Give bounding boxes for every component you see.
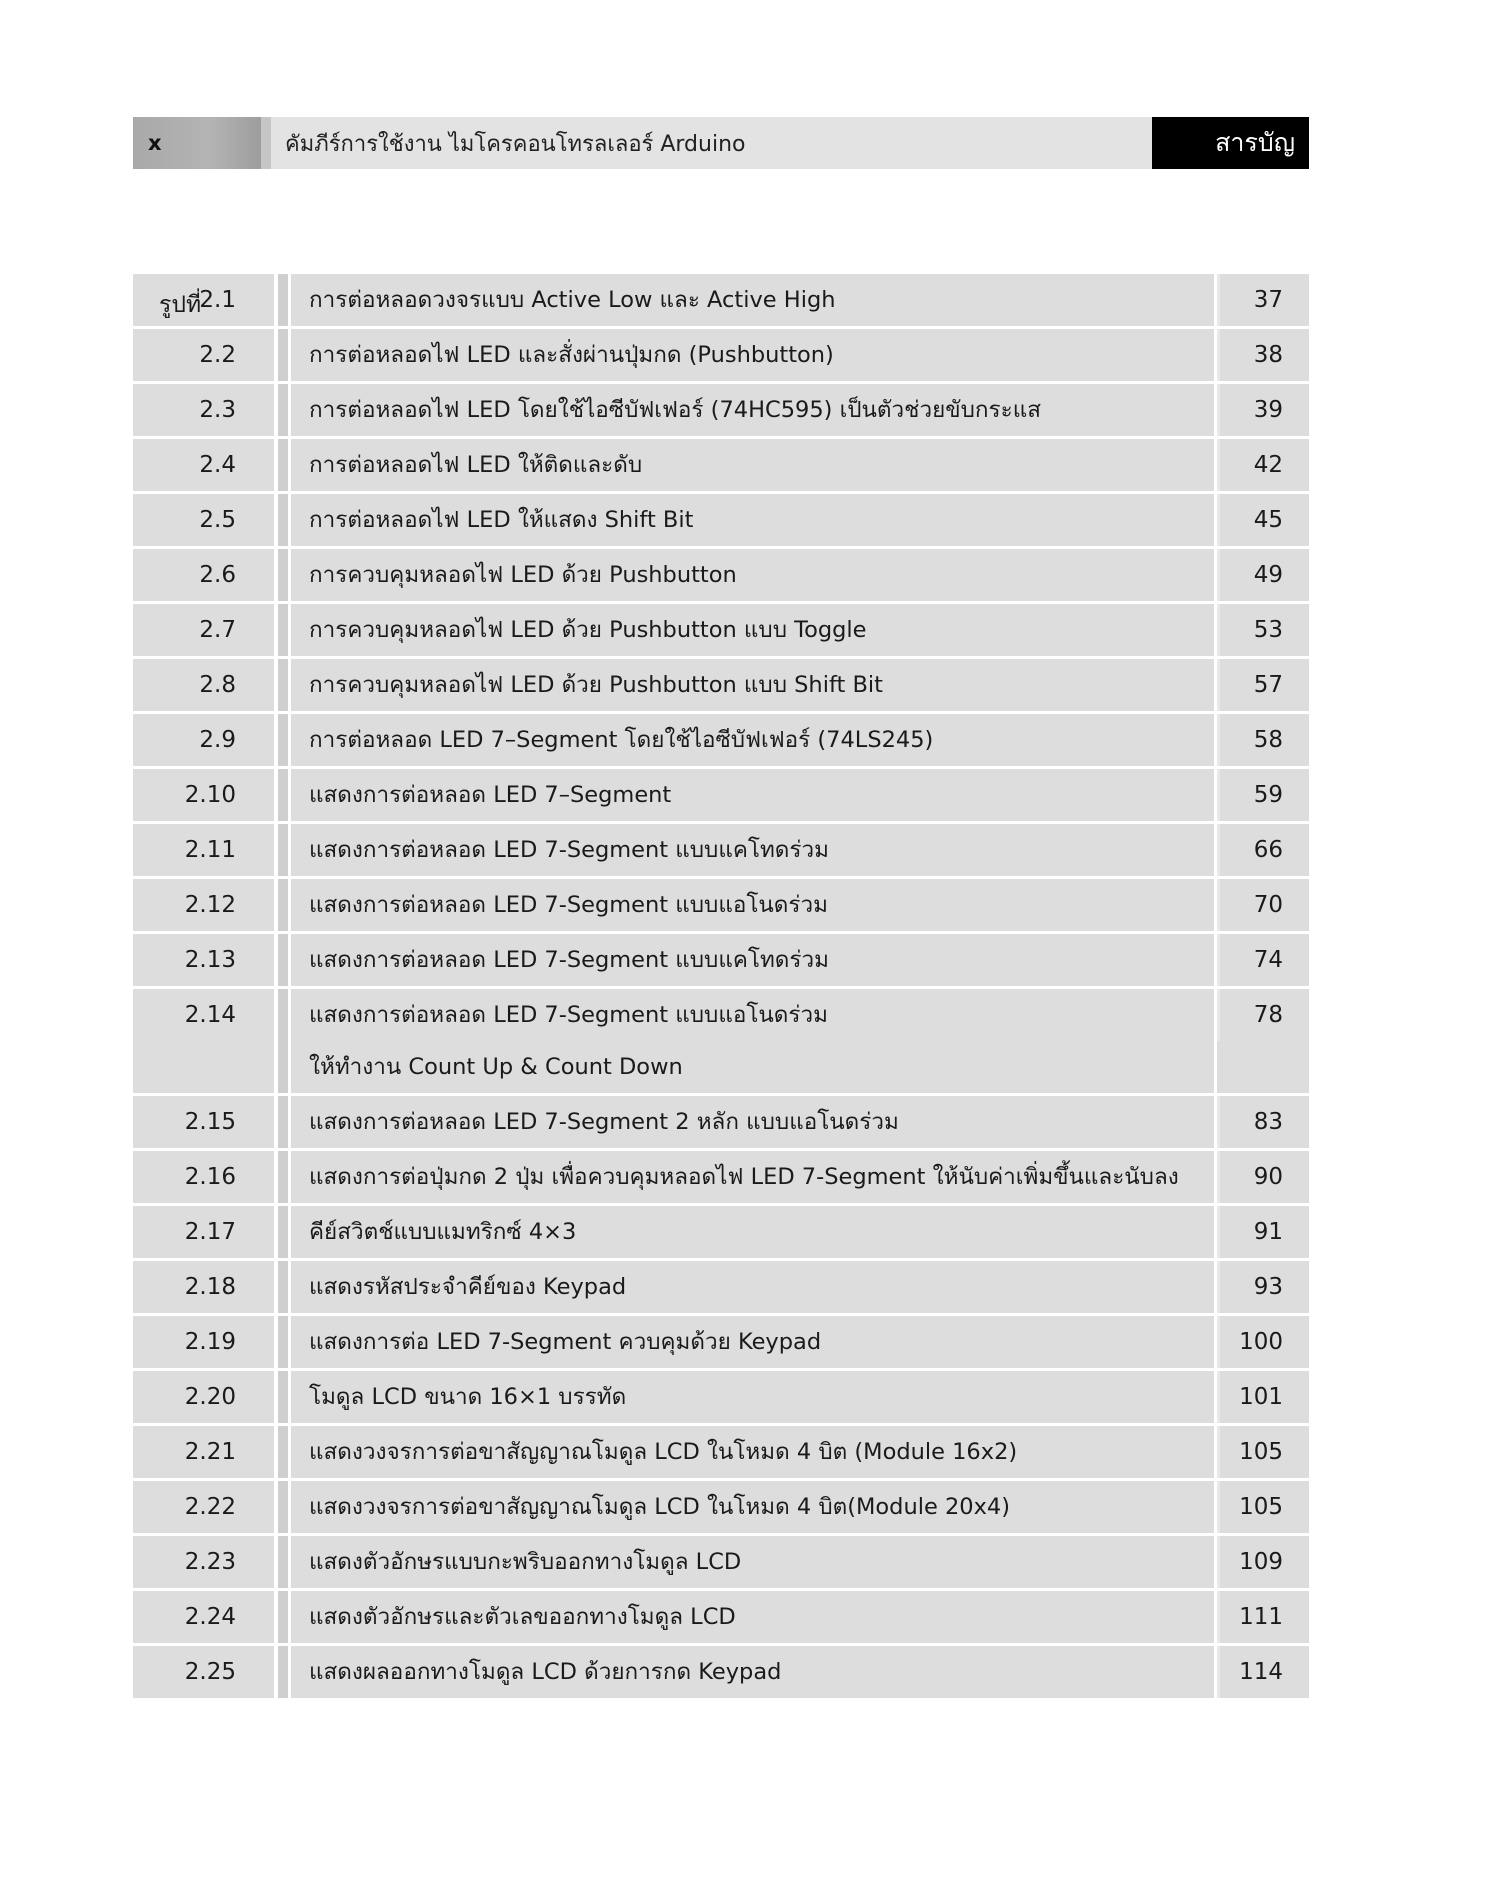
column-divider — [278, 934, 291, 986]
figure-number: 2.10 — [184, 782, 236, 808]
figure-number: 2.5 — [199, 507, 236, 533]
figure-number: 2.17 — [184, 1219, 236, 1245]
figure-title-line: การต่อหลอดไฟ LED ให้แสดง Shift Bit — [309, 507, 694, 533]
figure-number: 2.23 — [184, 1549, 236, 1575]
figure-title-line: โมดูล LCD ขนาด 16×1 บรรทัด — [309, 1384, 627, 1410]
page-number-cell: 66 — [1217, 824, 1309, 876]
column-divider — [278, 1536, 291, 1588]
figure-number: 2.12 — [184, 892, 236, 918]
page-number-cell: 78 — [1217, 989, 1309, 1041]
figure-number: 2.1 — [199, 287, 236, 313]
figure-number-cell — [133, 1206, 278, 1258]
toc-row — [133, 1258, 1309, 1313]
toc-row — [133, 326, 1309, 381]
column-divider — [278, 1261, 291, 1313]
section-title: สารบัญ — [1152, 117, 1309, 169]
figure-title-cell — [291, 604, 1217, 656]
figure-number: 2.25 — [184, 1659, 236, 1685]
figure-number-cell — [133, 1096, 278, 1148]
figure-list-table — [133, 274, 1309, 1698]
page-number-cell: 91 — [1217, 1206, 1309, 1258]
figure-title-cell — [291, 1371, 1217, 1423]
figure-title-cell — [291, 1206, 1217, 1258]
figure-number-cell — [133, 769, 278, 821]
column-divider — [278, 879, 291, 931]
column-divider — [278, 549, 291, 601]
figure-title-line: แสดงการต่อหลอด LED 7-Segment แบบแอโนดร่วม — [309, 1002, 828, 1028]
figure-number: 2.15 — [184, 1109, 236, 1135]
toc-row — [133, 1588, 1309, 1643]
figure-title-cell — [291, 1261, 1217, 1313]
figure-number: 2.22 — [184, 1494, 236, 1520]
page-number-cell: 114 — [1217, 1646, 1309, 1698]
column-divider — [278, 604, 291, 656]
toc-row — [133, 821, 1309, 876]
toc-row — [133, 1423, 1309, 1478]
toc-row — [133, 931, 1309, 986]
figure-title-cell — [291, 769, 1217, 821]
figure-number-cell — [133, 439, 278, 491]
page-number-cell: 105 — [1217, 1481, 1309, 1533]
figure-title-line: ให้ทำงาน Count Up & Count Down — [309, 1054, 683, 1080]
figure-title-line: แสดงการต่อ LED 7-Segment ควบคุมด้วย Keypad — [309, 1329, 822, 1355]
column-divider — [278, 329, 291, 381]
figure-title-cell — [291, 989, 1217, 1093]
page-number-cell: 109 — [1217, 1536, 1309, 1588]
page-number-cell: 53 — [1217, 604, 1309, 656]
figure-number: 2.24 — [184, 1604, 236, 1630]
figure-title-line: แสดงการต่อหลอด LED 7-Segment 2 หลัก แบบแอโนดร่วม — [309, 1109, 899, 1135]
figure-number: 2.7 — [199, 617, 236, 643]
column-divider — [278, 1591, 291, 1643]
page-number-cell: 111 — [1217, 1591, 1309, 1643]
page-number-cell: 105 — [1217, 1426, 1309, 1478]
toc-row — [133, 1313, 1309, 1368]
figure-title-cell — [291, 1096, 1217, 1148]
figure-number: 2.9 — [199, 727, 236, 753]
figure-number-cell — [133, 989, 278, 1093]
book-title: คัมภีร์การใช้งาน ไมโครคอนโทรลเลอร์ Arduino — [271, 117, 1152, 169]
figure-title-line: การต่อหลอดวงจรแบบ Active Low และ Active High — [309, 287, 836, 313]
figure-number: 2.16 — [184, 1164, 236, 1190]
toc-row — [133, 1203, 1309, 1258]
figure-title-line: แสดงการต่อหลอด LED 7–Segment — [309, 782, 672, 808]
figure-number: 2.2 — [199, 342, 236, 368]
toc-row — [133, 766, 1309, 821]
figure-number-cell — [133, 714, 278, 766]
figure-title-line: แสดงวงจรการต่อขาสัญญาณโมดูล LCD ในโหมด 4 บิต (Module 16x2) — [309, 1439, 1018, 1465]
toc-row — [133, 656, 1309, 711]
figure-number-cell — [133, 659, 278, 711]
figure-title-line: การต่อหลอดไฟ LED และสั่งผ่านปุ่มกด (Pushbutton) — [309, 342, 834, 368]
figure-number-cell — [133, 1591, 278, 1643]
column-divider — [278, 989, 291, 1093]
page-number-cell: 70 — [1217, 879, 1309, 931]
figure-number: 2.20 — [184, 1384, 236, 1410]
column-divider — [278, 1096, 291, 1148]
figure-title-line: แสดงการต่อปุ่มกด 2 ปุ่ม เพื่อควบคุมหลอดไฟ LED 7-Segment ให้นับค่าเพิ่มขึ้นและนับลง — [309, 1164, 1179, 1190]
column-divider — [278, 1151, 291, 1203]
page-number-cell: 90 — [1217, 1151, 1309, 1203]
figure-title-cell — [291, 549, 1217, 601]
figure-number-cell — [133, 274, 278, 326]
figure-title-cell — [291, 1426, 1217, 1478]
page-number-cell: 39 — [1217, 384, 1309, 436]
column-divider — [278, 1481, 291, 1533]
page-number-cell: 37 — [1217, 274, 1309, 326]
figure-number-cell — [133, 329, 278, 381]
figure-number-cell — [133, 1151, 278, 1203]
toc-row — [133, 1643, 1309, 1698]
figure-number-cell — [133, 549, 278, 601]
figure-number-cell — [133, 1481, 278, 1533]
figure-number-cell — [133, 1536, 278, 1588]
figure-number-cell — [133, 1371, 278, 1423]
figure-title-line: การควบคุมหลอดไฟ LED ด้วย Pushbutton แบบ Shift Bit — [309, 672, 883, 698]
figure-title-cell — [291, 659, 1217, 711]
figure-number: 2.4 — [199, 452, 236, 478]
page-number-cell: 58 — [1217, 714, 1309, 766]
column-divider — [278, 274, 291, 326]
figure-title-cell — [291, 824, 1217, 876]
figure-title-cell — [291, 1316, 1217, 1368]
figure-title-line: การต่อหลอดไฟ LED ให้ติดและดับ — [309, 452, 643, 478]
toc-row — [133, 1478, 1309, 1533]
figure-title-cell — [291, 879, 1217, 931]
figure-number: 2.14 — [184, 1002, 236, 1028]
figure-title-cell — [291, 329, 1217, 381]
figure-title-line: แสดงการต่อหลอด LED 7-Segment แบบแคโทดร่วม — [309, 947, 829, 973]
column-divider — [278, 659, 291, 711]
page-number-cell: 42 — [1217, 439, 1309, 491]
figure-title-cell — [291, 439, 1217, 491]
figure-title-line: แสดงวงจรการต่อขาสัญญาณโมดูล LCD ในโหมด 4 บิต(Module 20x4) — [309, 1494, 1011, 1520]
figure-number: 2.18 — [184, 1274, 236, 1300]
column-divider — [278, 384, 291, 436]
toc-row — [133, 1368, 1309, 1423]
figure-title-line: แสดงตัวอักษรแบบกะพริบออกทางโมดูล LCD — [309, 1549, 742, 1575]
figure-number: 2.6 — [199, 562, 236, 588]
page-number: x — [133, 117, 271, 169]
page-number-cell: 83 — [1217, 1096, 1309, 1148]
figure-title-cell — [291, 274, 1217, 326]
figure-title-line: แสดงการต่อหลอด LED 7-Segment แบบแอโนดร่วม — [309, 892, 828, 918]
toc-row — [133, 1533, 1309, 1588]
column-divider — [278, 1426, 291, 1478]
column-divider — [278, 714, 291, 766]
figure-title-cell — [291, 494, 1217, 546]
figure-number: 2.8 — [199, 672, 236, 698]
toc-row — [133, 986, 1309, 1093]
figure-title-line: การควบคุมหลอดไฟ LED ด้วย Pushbutton แบบ Toggle — [309, 617, 867, 643]
figure-number: 2.21 — [184, 1439, 236, 1465]
figure-number-cell — [133, 604, 278, 656]
figure-number-cell — [133, 1426, 278, 1478]
column-divider — [278, 1316, 291, 1368]
column-divider — [278, 769, 291, 821]
toc-row — [133, 381, 1309, 436]
figure-number-cell — [133, 879, 278, 931]
figure-number-cell — [133, 934, 278, 986]
figure-number-cell — [133, 824, 278, 876]
figure-title-cell — [291, 934, 1217, 986]
page-number-cell: 93 — [1217, 1261, 1309, 1313]
page-number-cell: 59 — [1217, 769, 1309, 821]
toc-row — [133, 436, 1309, 491]
figure-number: 2.13 — [184, 947, 236, 973]
figure-title-line: การควบคุมหลอดไฟ LED ด้วย Pushbutton — [309, 562, 737, 588]
figure-number-cell — [133, 1646, 278, 1698]
figure-title-line: แสดงตัวอักษรและตัวเลขออกทางโมดูล LCD — [309, 1604, 736, 1630]
figure-title-line: แสดงผลออกทางโมดูล LCD ด้วยการกด Keypad — [309, 1659, 782, 1685]
figure-prefix: รูปที่ — [159, 292, 202, 318]
page-number-cell: 100 — [1217, 1316, 1309, 1368]
page-number-cell: 57 — [1217, 659, 1309, 711]
figure-title-cell — [291, 1151, 1217, 1203]
column-divider — [278, 1646, 291, 1698]
figure-number: 2.19 — [184, 1329, 236, 1355]
toc-row — [133, 711, 1309, 766]
toc-row — [133, 1148, 1309, 1203]
column-divider — [278, 439, 291, 491]
column-divider — [278, 494, 291, 546]
page-header — [133, 117, 1309, 169]
column-divider — [278, 1206, 291, 1258]
figure-title-line: แสดงรหัสประจำคีย์ของ Keypad — [309, 1274, 627, 1300]
figure-number: 2.3 — [199, 397, 236, 423]
column-divider — [278, 1371, 291, 1423]
toc-row — [133, 274, 1309, 326]
figure-title-cell — [291, 1536, 1217, 1588]
figure-title-line: คีย์สวิตช์แบบแมทริกซ์ 4×3 — [309, 1219, 577, 1245]
figure-title-cell — [291, 714, 1217, 766]
page-number-cell: 74 — [1217, 934, 1309, 986]
figure-title-cell — [291, 1591, 1217, 1643]
figure-number-cell — [133, 1261, 278, 1313]
page-number-cell: 49 — [1217, 549, 1309, 601]
page-number-cell: 45 — [1217, 494, 1309, 546]
toc-row — [133, 1093, 1309, 1148]
figure-title-line: การต่อหลอด LED 7–Segment โดยใช้ไอซีบัฟเฟอร์ (74LS245) — [309, 727, 934, 753]
toc-row — [133, 491, 1309, 546]
figure-title-cell — [291, 384, 1217, 436]
figure-title-line: แสดงการต่อหลอด LED 7-Segment แบบแคโทดร่วม — [309, 837, 829, 863]
figure-title-cell — [291, 1646, 1217, 1698]
toc-row — [133, 546, 1309, 601]
column-divider — [278, 824, 291, 876]
page-number-cell: 101 — [1217, 1371, 1309, 1423]
toc-row — [133, 601, 1309, 656]
figure-title-cell — [291, 1481, 1217, 1533]
figure-number-cell — [133, 494, 278, 546]
page-number-cell: 38 — [1217, 329, 1309, 381]
figure-title-line: การต่อหลอดไฟ LED โดยใช้ไอซีบัฟเฟอร์ (74HC595) เป็นตัวช่วยขับกระแส — [309, 397, 1041, 423]
figure-number-cell — [133, 1316, 278, 1368]
toc-row — [133, 876, 1309, 931]
figure-number: 2.11 — [184, 837, 236, 863]
figure-number-cell — [133, 384, 278, 436]
